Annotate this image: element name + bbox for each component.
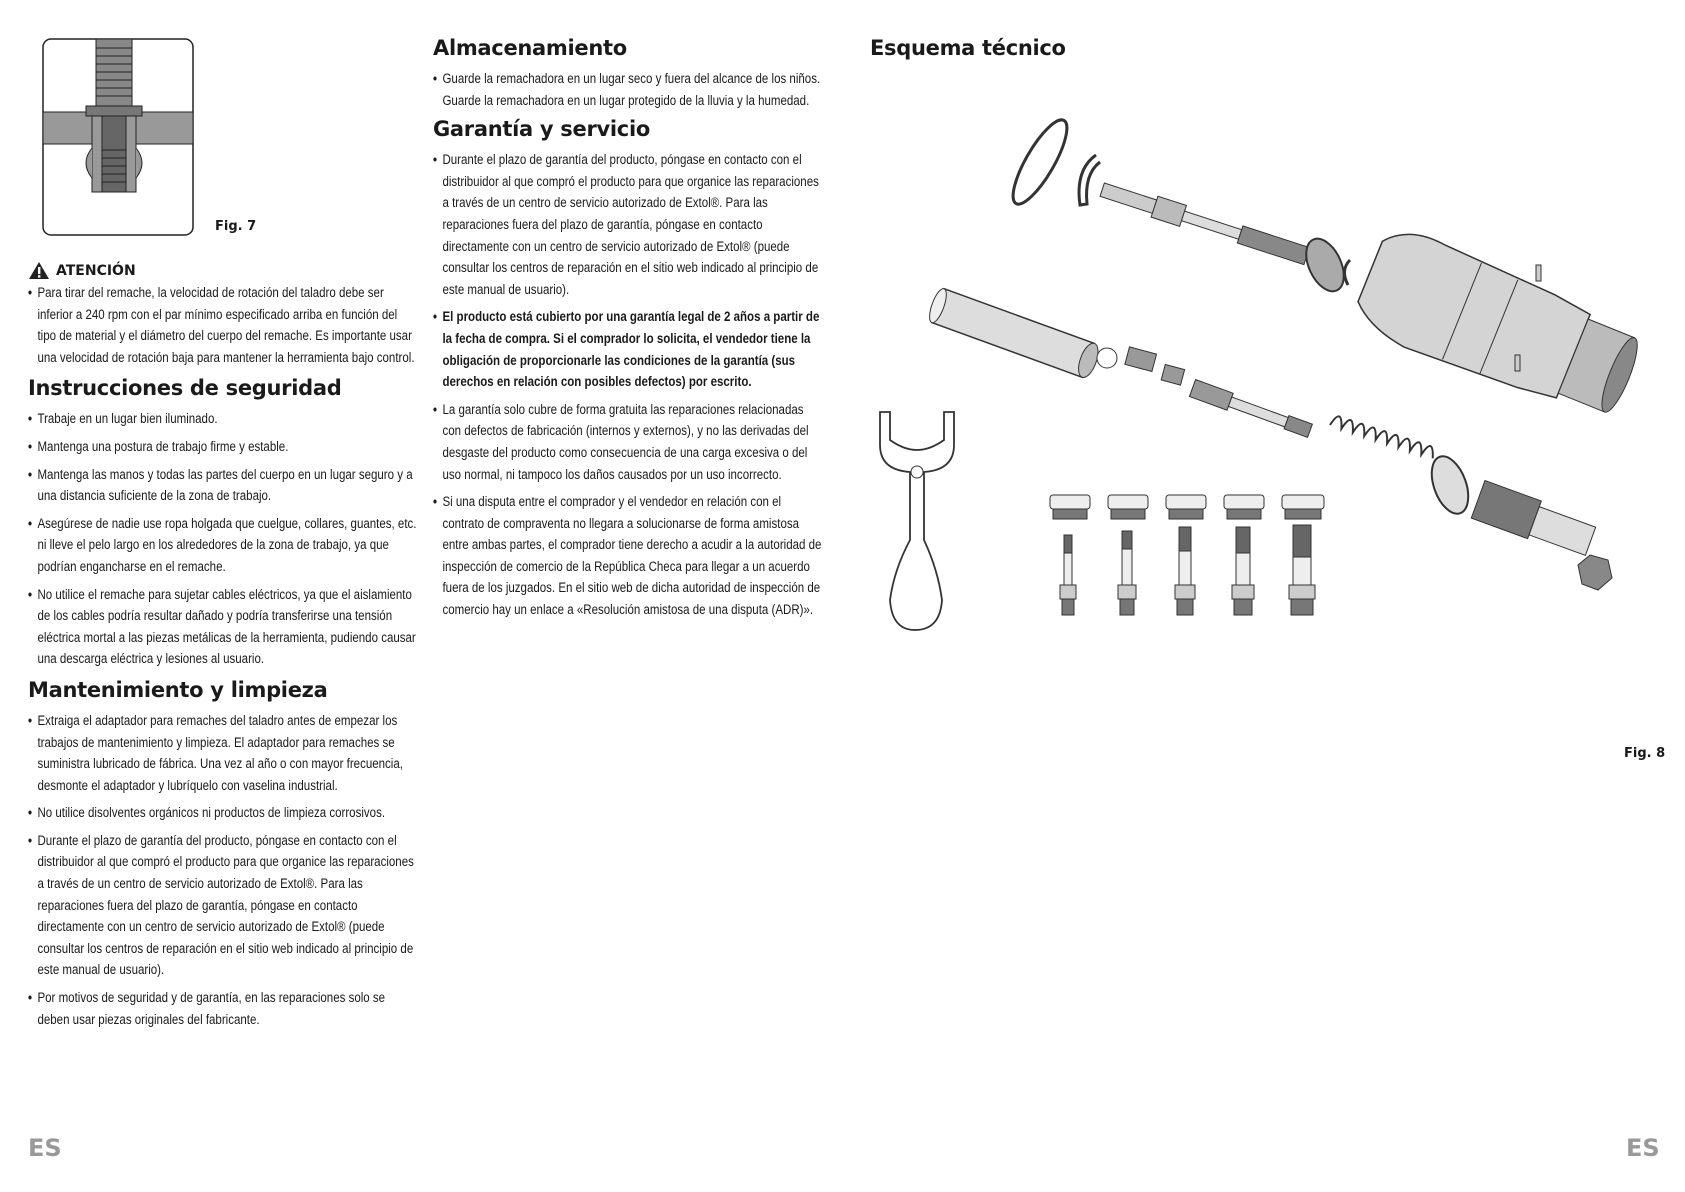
list-item: • Mantenga una postura de trabajo firme y estable. <box>28 436 419 458</box>
fig8-label: Fig. 8 <box>1624 746 1666 761</box>
warning-triangle-icon <box>28 261 50 280</box>
attention-label: ATENCIÓN <box>56 262 136 279</box>
safety-title: Instrucciones de seguridad <box>28 376 342 401</box>
footer-lang-right: ES <box>1626 1134 1660 1162</box>
column-middle <box>433 36 822 627</box>
list-item: • Por motivos de seguridad y de garantía, en las reparaciones solo se deben usar piezas originales del fabricante. <box>28 987 419 1030</box>
attention-heading <box>28 261 410 280</box>
list-item: • Extraiga el adaptador para remaches del taladro antes de empezar los trabajos de mantenimiento y limpieza. El adaptador para remaches se suministra lubricado de fábrica. Una vez al año o con mayor frecuencia, desmonte el adaptador y lubríquelo con vaselina industrial. <box>28 710 419 796</box>
list-item: • Trabaje en un lugar bien iluminado. <box>28 408 419 430</box>
list-item: • Guarde la remachadora en un lugar seco y fuera del alcance de los niños. Guarde la remachadora en un lugar protegido de la lluvia y la humedad. <box>433 68 824 111</box>
attention-text: • Para tirar del remache, la velocidad de rotación del taladro debe ser inferior a 240 rpm con el par mínimo especificado arriba en función del tipo de material y el diámetro del cuerpo del remache. Es importante usar una velocidad de rotación baja para mantener la herramienta bajo control. <box>28 282 419 368</box>
list-item: • Durante el plazo de garantía del producto, póngase en contacto con el distribuidor al que compró el producto para que organice las reparaciones a través de un centro de servicio autorizado de Extol®. Para las reparaciones fuera del plazo de garantía, póngase en contacto directamente con un centro de servicio autorizado de Extol® (puede consultar los centros de reparación en el sitio web indicado al principio de este manual de usuario). <box>433 149 824 300</box>
fig7-rivet-drawing <box>42 38 217 238</box>
safety-list <box>28 408 417 670</box>
list-item: • La garantía solo cubre de forma gratuita las reparaciones relacionadas con defectos de fabricación (internos y externos), y no las derivadas del desgaste del producto como consecuencia de una carga excesiva o del uso normal, ni tampoco los daños causados por un uso incorrecto. <box>433 399 824 485</box>
storage-list <box>433 68 821 111</box>
list-item: • El producto está cubierto por una garantía legal de 2 años a partir de la fecha de compra. Si el comprador lo solicita, el vendedor tiene la obligación de proporcionarle las condiciones de la garantía (sus derechos en relación con posibles defectos) por escrito. <box>433 306 824 392</box>
column-right <box>870 36 1660 68</box>
schematic-title: Esquema técnico <box>870 36 1066 60</box>
maintenance-list <box>28 710 414 1030</box>
fig7-label: Fig. 7 <box>215 219 257 234</box>
footer-lang-left: ES <box>28 1134 62 1162</box>
warranty-list <box>433 149 822 620</box>
list-item: • Mantenga las manos y todas las partes del cuerpo en un lugar seguro y a una distancia suficiente de la zona de trabajo. <box>28 464 419 507</box>
list-item: • No utilice el remache para sujetar cables eléctricos, ya que el aislamiento de los cables podría resultar dañado y podría transferirse una tensión eléctrica mortal a las piezas metálicas de la herramienta, pudiendo causar una descarga eléctrica y lesiones al usuario. <box>28 584 419 670</box>
warranty-title: Garantía y servicio <box>433 117 650 142</box>
maintenance-title: Mantenimiento y limpieza <box>28 677 328 702</box>
list-item: • Asegúrese de nadie use ropa holgada que cuelgue, collares, guantes, etc. ni lleve el pelo largo en los alrededores de la zona de trabajo, ya que podrían engancharse en el remache. <box>28 513 419 578</box>
fig8-exploded-schematic <box>870 100 1660 700</box>
storage-title: Almacenamiento <box>433 36 627 60</box>
list-item: • Si una disputa entre el comprador y el vendedor en relación con el contrato de compraventa no llegara a solucionarse de forma amistosa entre ambas partes, el comprador tiene derecho a acudir a la autoridad de inspección de comercio de la República Checa para llegar a un acuerdo fuera de los juzgados. En el sitio web de dicha autoridad de inspección de comercio hay un enlace a «Resolución amistosa de una disputa (ADR)». <box>433 491 824 621</box>
list-item: • Durante el plazo de garantía del producto, póngase en contacto con el distribuidor al que compró el producto para que organice las reparaciones a través de un centro de servicio autorizado de Extol®. Para las reparaciones fuera del plazo de garantía, póngase en contacto directamente con un centro de servicio autorizado de Extol® (puede consultar los centros de reparación en el sitio web indicado al principio de este manual de usuario). <box>28 830 419 981</box>
list-item: • No utilice disolventes orgánicos ni productos de limpieza corrosivos. <box>28 802 419 824</box>
